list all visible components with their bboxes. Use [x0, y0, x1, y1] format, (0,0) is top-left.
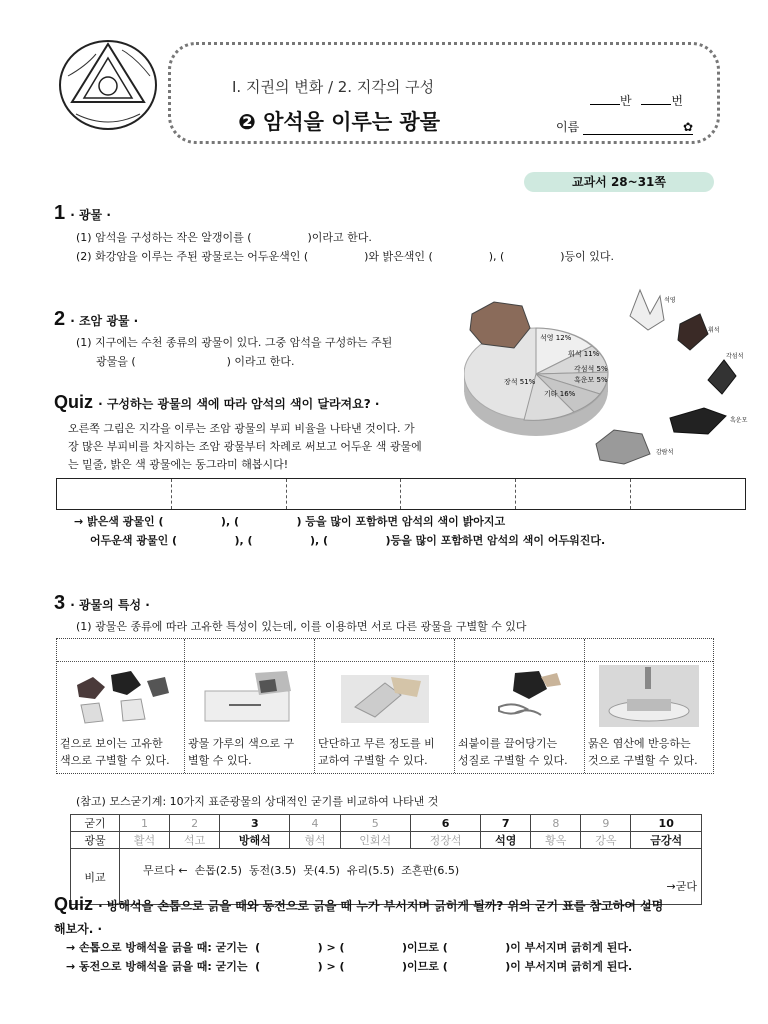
answer-order-boxes[interactable] [56, 478, 746, 510]
pie-label-biotite: 흑운모 5% [574, 376, 608, 384]
textbook-pages-badge: 교과서 28~31쪽 [524, 172, 714, 192]
quiz-2-heading: Quiz · 방해석을 손톱으로 긁을 때와 동전으로 긁을 때 누가 부서지며 긁히게 될까? 위의 굳기 표를 참고하여 설명 [54, 894, 664, 914]
answer-box-5[interactable] [516, 479, 631, 509]
quiz-1-answer-2: 어두운색 광물인 ( ), ( ), ( )등을 많이 포함하면 암석의 색이 어두워진다. [90, 534, 606, 547]
pie-label-amphibole: 각섬석 5% [574, 365, 608, 373]
svg-text:흑운모: 흑운모 [730, 417, 748, 424]
amphibole-specimen-image [708, 360, 736, 394]
pie-label-quartz: 석영 12% [540, 334, 572, 342]
comparison-end: →굳다 [666, 880, 697, 893]
streak-plate-photo [199, 667, 299, 727]
property-magnetism-cell: 쇠붙이를 끌어당기는 성질로 구별할 수 있다. [455, 639, 585, 773]
colored-minerals-photo [71, 667, 171, 727]
biotite-specimen-image [670, 408, 726, 434]
svg-text:휘석: 휘석 [708, 327, 720, 334]
unit-title: Ⅰ. 지권의 변화 / 2. 지각의 구성 [232, 78, 435, 96]
s2-question-2: 광물을 ( ) 이라고 한다. [96, 355, 295, 368]
magnetite-clips-photo [469, 667, 569, 727]
answer-box-2[interactable] [172, 479, 287, 509]
mohs-scale-note: (참고) 모스굳기계: 10가지 표준광물의 상대적인 굳기를 비교하여 나타낸 것 [76, 795, 439, 808]
answer-box-6[interactable] [631, 479, 745, 509]
lesson-title-text: 암석을 이루는 광물 [263, 110, 441, 134]
quiz-2-answer-2: → 동전으로 방해석을 긁을 때: 굳기는 ( ) > ( )이므로 ( )이 부서지며 긁히게 된다. [66, 960, 633, 973]
acid-test-photo [599, 665, 699, 727]
quiz-1-text-3: 는 밑줄, 밝은 색 광물에는 동그라미 해봅시다! [68, 458, 289, 471]
answer-box-1[interactable] [57, 479, 172, 509]
property-streak-cell: 광물 가루의 색으로 구 별할 수 있다. [185, 639, 315, 773]
property-acid-reaction-cell: 묽은 염산에 반응하는 것으로 구별할 수 있다. [585, 639, 713, 773]
property-hardness-cell: 단단하고 무른 정도를 비 교하여 구별할 수 있다. [315, 639, 455, 773]
answer-box-3[interactable] [287, 479, 402, 509]
quiz-1-text-2: 장 많은 부피비를 차지하는 조암 광물부터 차례로 써보고 어두운 색 광물에 [68, 440, 422, 453]
lesson-title [238, 106, 440, 136]
s1-question-2: (2) 화강암을 이루는 주된 광물로는 어두운색인 ( )와 밝은색인 ( ), ( )등이 있다. [76, 250, 615, 263]
mineral-row: 광물 활석 석고 방해석 형석 인회석 정장석 석영 황옥 강옥 금강석 [71, 832, 702, 849]
quiz-1-answer-1: → 밝은색 광물인 ( ), ( ) 등을 많이 포함하면 암석의 색이 밝아지고 [74, 515, 506, 528]
mineral-properties-table [56, 638, 714, 774]
property-color-cell: 겉으로 보이는 고유한 색으로 구별할 수 있다. [57, 639, 185, 773]
section-2-heading: 2 · 조암 광물 · [54, 308, 139, 330]
section-3-heading: 3 · 광물의 특성 · [54, 592, 150, 614]
svg-text:석영: 석영 [664, 297, 676, 304]
scratch-test-photo [335, 667, 435, 727]
section-1-heading: 1 · 광물 · [54, 202, 111, 224]
earth-layers-logo [56, 36, 160, 134]
rock-forming-minerals-figure [464, 284, 754, 474]
name-field[interactable]: 이름 ✿ [556, 120, 694, 134]
quiz-1-heading: Quiz · 구성하는 광물의 색에 따라 암석의 색이 달라져요? · [54, 392, 380, 412]
flower-mark-icon: ✿ [682, 120, 694, 134]
pyroxene-specimen-image [678, 314, 708, 350]
comparison-scale: 무르다 ← 손톱(2.5) 동전(3.5) 못(4.5) 유리(5.5) 조흔판(6.5) [142, 864, 460, 877]
pie-label-pyroxene: 휘석 11% [568, 350, 600, 358]
quartz-specimen-image [630, 290, 664, 330]
pie-label-feldspar: 장석 51% [504, 378, 536, 386]
s1-question-1: (1) 암석을 구성하는 작은 알갱이를 ( )이라고 한다. [76, 231, 372, 244]
pie-label-other: 기타 16% [544, 390, 576, 398]
s3-statement-1: (1) 광물은 종류에 따라 고유한 특성이 있는데, 이를 이용하면 서로 다른 광물을 구별할 수 있다 [76, 620, 527, 633]
s2-question-1: (1) 지구에는 수천 종류의 광물이 있다. 그중 암석을 구성하는 주된 [76, 336, 393, 349]
answer-box-4[interactable] [401, 479, 516, 509]
quiz-1-text-1: 오른쪽 그림은 지각을 이루는 조암 광물의 부피 비율을 나타낸 것이다. 가 [68, 422, 415, 435]
quiz-2-answer-1: → 손톱으로 방해석을 긁을 때: 굳기는 ( ) > ( )이므로 ( )이 부서지며 긁히게 된다. [66, 941, 633, 954]
quiz-2-heading-cont: 해보자. · [54, 922, 103, 936]
olivine-specimen-image [596, 430, 650, 464]
svg-text:각섬석: 각섬석 [726, 353, 744, 360]
class-number-field[interactable]: 반 번 [590, 92, 683, 109]
comparison-row: 비교 무르다 ← 손톱(2.5) 동전(3.5) 못(4.5) 유리(5.5) 조흔판(6.5) →굳다 [71, 849, 702, 905]
lesson-number: ❷ [238, 110, 256, 134]
svg-text:감람석: 감람석 [656, 449, 674, 456]
hardness-row: 굳기 1 2 3 4 5 6 7 8 9 10 [71, 815, 702, 832]
mohs-hardness-table [70, 814, 702, 905]
